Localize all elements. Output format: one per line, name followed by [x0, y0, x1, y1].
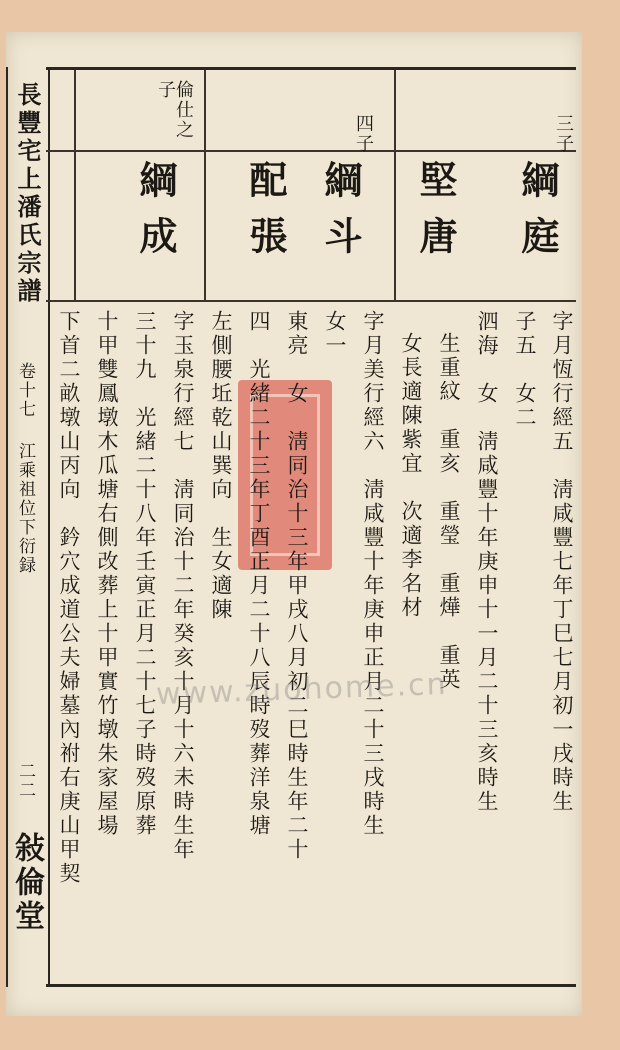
hall-name: 敍倫堂: [9, 832, 44, 934]
bio-column-14: 下首二畝墩山丙向 鈐穴成道公夫婦墓內祔右庚山甲契: [57, 310, 81, 886]
page-number: 二二: [15, 762, 35, 800]
bio-column-10: 左側腰坵乾山巽向 生女適陳: [209, 310, 233, 622]
spine-section: 江乘祖位下衍録: [15, 442, 35, 575]
bio-column-9: 四 光緒二十三年丁酉正月二十八辰時歿葬洋泉塘: [247, 310, 271, 838]
names-divider: [46, 300, 576, 302]
bio-column-4: 生重紋 重亥 重瑩 重燁 重英: [437, 332, 461, 692]
bio-column-7: 女一: [323, 310, 347, 358]
bio-column-5: 女長適陳紫宜 次適李名材: [399, 332, 423, 620]
column-divider-3: [74, 70, 76, 300]
bio-column-3: 泗海 女 淸咸豐十年庚申十一月二十三亥時生: [475, 310, 499, 814]
name-gangting: 綱庭: [515, 160, 560, 272]
genealogy-page: [6, 32, 582, 1016]
bio-column-6: 字月美行經六 淸咸豐十年庚申正月二十三戌時生: [361, 310, 385, 838]
bio-column-11: 字玉泉行經七 淸同治十二年癸亥十月十六未時生年: [171, 310, 195, 862]
name-gangdou: 綱斗: [318, 160, 363, 272]
spine-volume: 卷十七: [15, 362, 35, 419]
bio-column-2: 子五 女二: [513, 310, 537, 430]
name-pei-zhang: 配張: [243, 160, 288, 272]
generation-label-third-son: 三子: [553, 114, 574, 154]
bio-column-8: 東亮 女 淸同治十三年甲戌八月初二巳時生年二十: [285, 310, 309, 862]
bio-column-12: 三十九 光緒二十八年壬寅正月二十七子時歿原葬: [133, 310, 157, 838]
header-divider: [46, 150, 576, 152]
site-watermark: www.zuohome.cn: [155, 666, 449, 713]
bio-column-1: 字月恆行經五 淸咸豐七年丁巳七月初一戌時生: [550, 310, 574, 814]
column-divider-1: [394, 70, 396, 300]
bottom-border: [46, 984, 576, 987]
top-border: [46, 67, 576, 70]
name-gangcheng: 綱成: [133, 160, 178, 272]
bio-column-13: 十甲雙鳳墩木瓜塘右側改葬上十甲實竹墩朱家屋場: [95, 310, 119, 838]
column-divider-2: [204, 70, 206, 300]
generation-label-fourth-son: 四子: [353, 114, 374, 154]
spine-title: 長豐宅上潘氏宗譜: [13, 82, 42, 306]
name-jiantang: 堅唐: [413, 160, 458, 272]
generation-label-father: 倫仕之子: [155, 80, 194, 140]
